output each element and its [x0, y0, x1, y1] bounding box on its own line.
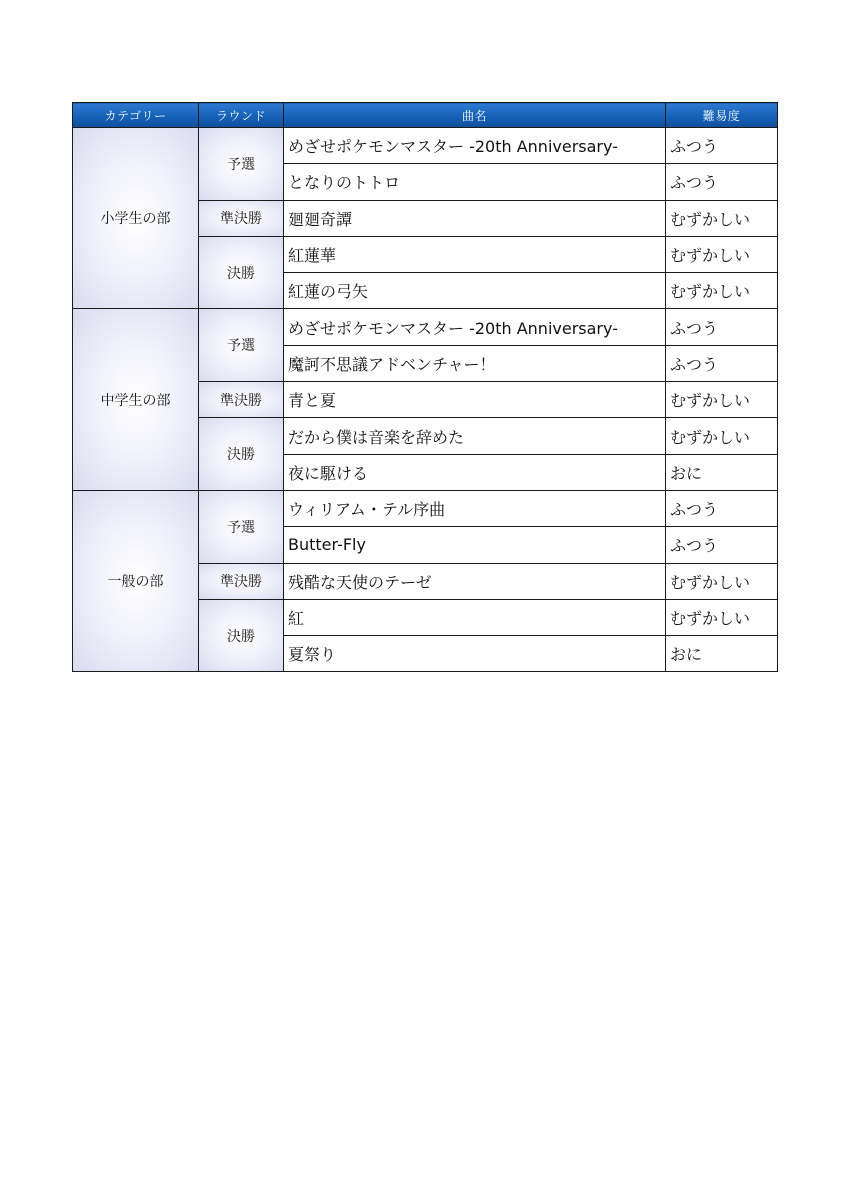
song-title-cell: 夜に駆ける: [284, 454, 666, 490]
difficulty-cell: おに: [666, 454, 778, 490]
table-body: [73, 128, 778, 672]
round-cell: 決勝: [199, 599, 284, 672]
difficulty-cell: むずかしい: [666, 599, 778, 635]
difficulty-cell: むずかしい: [666, 236, 778, 272]
table-row: [73, 490, 778, 526]
round-cell: 決勝: [199, 418, 284, 491]
difficulty-cell: おに: [666, 636, 778, 672]
song-title-cell: めざせポケモンマスター -20th Anniversary-: [284, 128, 666, 164]
song-title-cell: Butter-Fly: [284, 527, 666, 563]
difficulty-cell: ふつう: [666, 490, 778, 526]
table-row: [73, 309, 778, 345]
header-category: カテゴリー: [73, 103, 199, 128]
song-title-cell: 紅蓮華: [284, 236, 666, 272]
song-title-cell: 残酷な天使のテーゼ: [284, 563, 666, 599]
difficulty-cell: ふつう: [666, 345, 778, 381]
difficulty-cell: ふつう: [666, 527, 778, 563]
header-round: ラウンド: [199, 103, 284, 128]
header-difficulty: 難易度: [666, 103, 778, 128]
table-row: [73, 128, 778, 164]
category-cell: 中学生の部: [73, 309, 199, 490]
difficulty-cell: ふつう: [666, 309, 778, 345]
category-cell: 一般の部: [73, 490, 199, 671]
song-title-cell: となりのトトロ: [284, 164, 666, 200]
difficulty-cell: むずかしい: [666, 563, 778, 599]
round-cell: 予選: [199, 490, 284, 563]
song-title-cell: だから僕は音楽を辞めた: [284, 418, 666, 454]
song-title-cell: 廻廻奇譚: [284, 200, 666, 236]
song-title-cell: 青と夏: [284, 382, 666, 418]
difficulty-cell: ふつう: [666, 128, 778, 164]
song-title-cell: めざせポケモンマスター -20th Anniversary-: [284, 309, 666, 345]
song-title-cell: 紅蓮の弓矢: [284, 273, 666, 309]
header-song: 曲名: [284, 103, 666, 128]
round-cell: 予選: [199, 309, 284, 382]
round-cell: 準決勝: [199, 563, 284, 599]
difficulty-cell: むずかしい: [666, 273, 778, 309]
round-cell: 準決勝: [199, 382, 284, 418]
song-title-cell: 紅: [284, 599, 666, 635]
round-cell: 予選: [199, 128, 284, 201]
round-cell: 準決勝: [199, 200, 284, 236]
difficulty-cell: むずかしい: [666, 382, 778, 418]
difficulty-cell: むずかしい: [666, 418, 778, 454]
round-cell: 決勝: [199, 236, 284, 309]
category-cell: 小学生の部: [73, 128, 199, 309]
difficulty-cell: むずかしい: [666, 200, 778, 236]
song-title-cell: 夏祭り: [284, 636, 666, 672]
song-title-cell: ウィリアム・テル序曲: [284, 490, 666, 526]
table-header-row: [73, 103, 778, 128]
difficulty-cell: ふつう: [666, 164, 778, 200]
song-title-cell: 魔訶不思議アドベンチャー！: [284, 345, 666, 381]
song-table: [72, 102, 778, 672]
